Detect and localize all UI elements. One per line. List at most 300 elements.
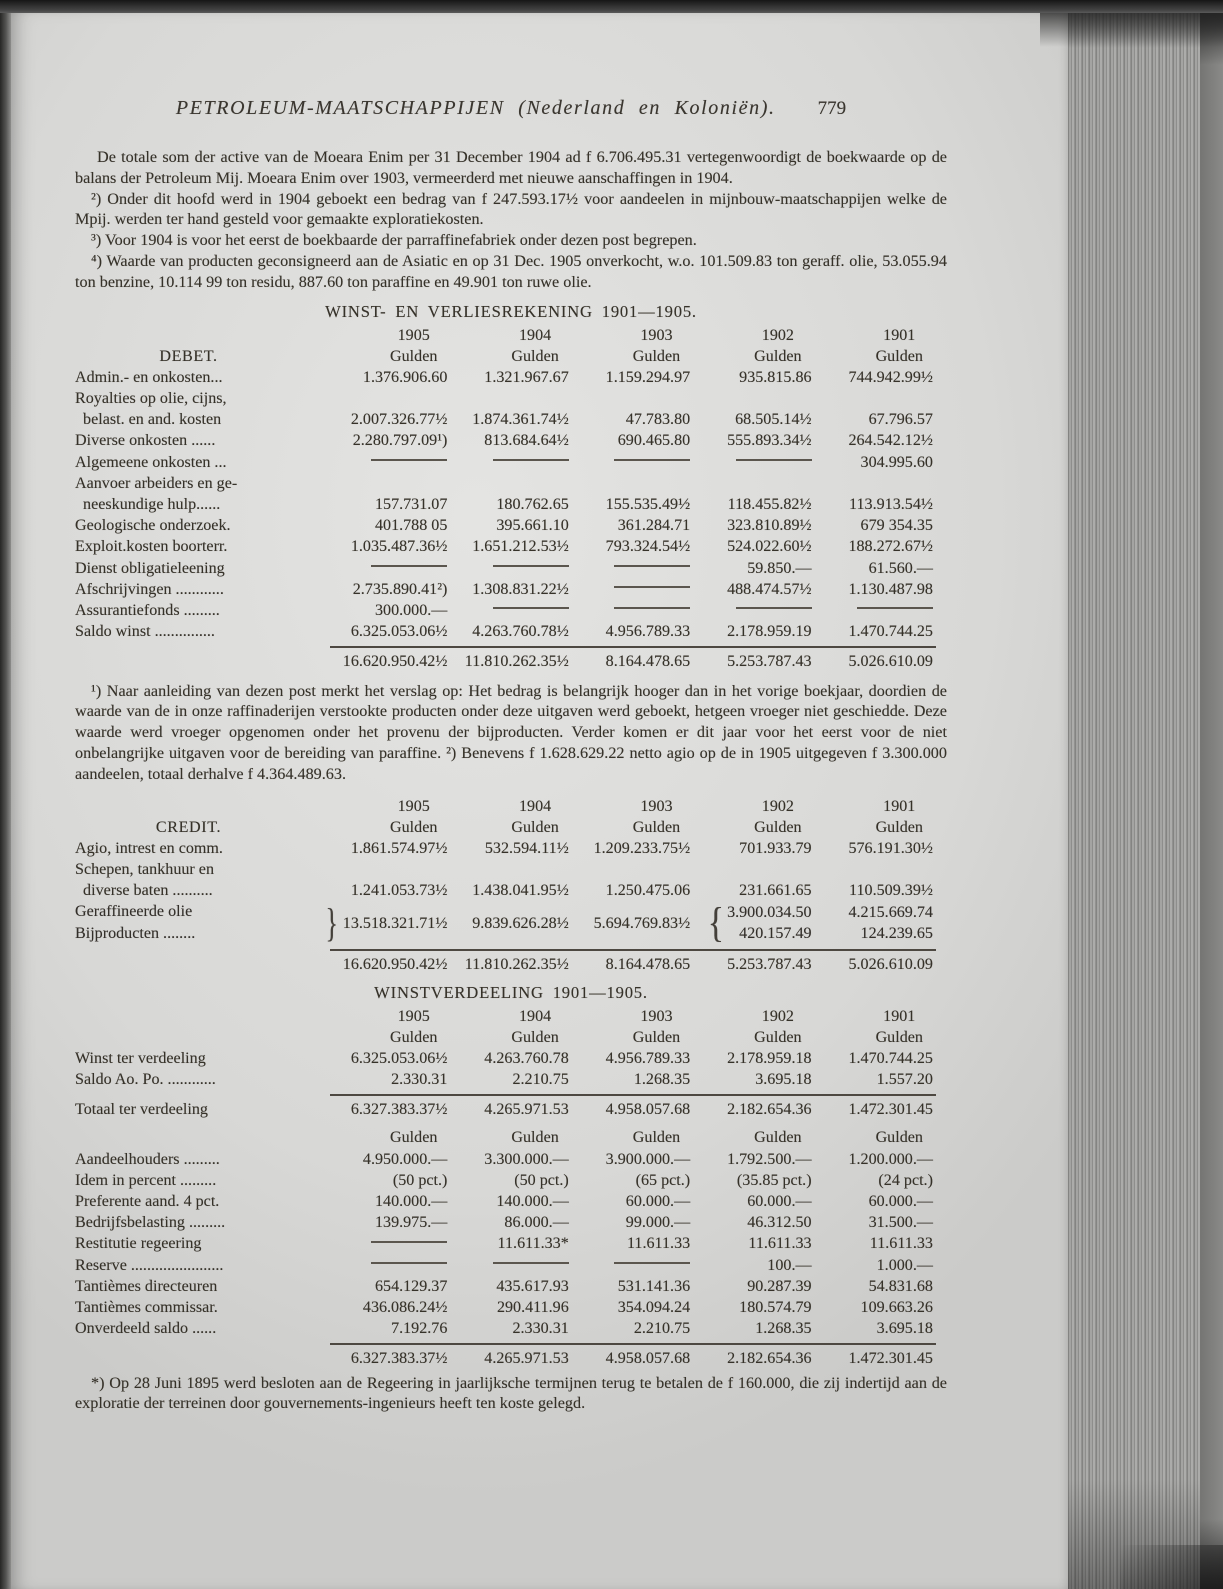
table-cell: 2.182.654.36 [727, 1350, 812, 1368]
row-label-top: Aanvoer arbeiders en ge- [75, 474, 238, 492]
table-cell: 4.956.789.33 [605, 623, 691, 641]
row-label: Winst ter verdeeling [75, 1049, 206, 1067]
table-cell: 1.557.20 [876, 1071, 933, 1089]
row-label: Agio, intrest en comm. [75, 839, 223, 857]
currency-label: Gulden [632, 1129, 681, 1147]
section-label: CREDIT. [155, 818, 222, 836]
table-cell: 1.241.053.73½ [350, 882, 448, 900]
blank-dash [493, 1262, 569, 1264]
row-label: Tantièmes commissar. [75, 1299, 218, 1317]
table-cell: 5.026.610.09 [848, 653, 933, 671]
table-cell: 11.810.262.35½ [464, 653, 569, 671]
table-row [75, 600, 947, 621]
table-cell: 1.438.041.95½ [472, 882, 569, 900]
row-label: Afschrijvingen ............ [75, 580, 224, 598]
table-cell: 61.560.— [868, 559, 933, 577]
table-cell: 813.684.64½ [484, 432, 569, 450]
table-cell: 1.209.233.75½ [593, 839, 691, 857]
footnote-paragraph-4: ⁴) Waarde van producten geconsigneerd aan de Asiatic en op 31 Dec. 1905 onverkocht, w.o. 101.509.83 ton geraff. olie, 53.055.94 ton benzine, 10.114 99 ton residu, 887.60 ton paraffine en 49.901 ton ruwe olie. [75, 251, 947, 291]
table-cell: (50 pct.) [392, 1171, 448, 1189]
row-label [75, 651, 340, 672]
table-row [75, 1255, 947, 1276]
table-row [75, 1318, 947, 1339]
table-cell: 1.861.574.97½ [350, 839, 448, 857]
table-cell: 1.651.212.53½ [472, 538, 569, 556]
table-cell: 3.900.000.— [605, 1150, 691, 1168]
row-label [75, 901, 340, 945]
table-cell: 157.731.07 [374, 496, 448, 513]
table-cell: 679 354.35 [860, 517, 933, 535]
closing-brace-glyph: } [325, 900, 338, 946]
table-footnote: ¹) Naar aanleiding van dezen post merkt het verslag op: Het bedrag is belangrijk hooger dan in het vorige boekjaar, doordien de waarde van de in onze raffinaderijen verstookte producten onder deze uitgaven werd geboekt, hetgeen vroeger niet geschiedde. Deze waarde werd vroeger opgenomen onder het provenu der bijproducten. Verder komen er dit jaar voor het eerst voor de niet onbelangrijke uitgaven voor de bereiding van paraffine. ²) Benevens f 1.628.629.22 netto agio op de in 1905 uitgegeven f 3.300.000 aandeelen, totaal derhalve f 4.364.489.63. [75, 681, 947, 783]
table-cell: 47.783.80 [625, 411, 691, 429]
blank-dash [493, 565, 569, 567]
currency-label: Gulden [754, 1129, 802, 1147]
row-label: Reserve ....................... [75, 1256, 224, 1274]
row-label: diverse baten .......... [75, 882, 213, 900]
table-row [75, 452, 947, 473]
total-rule [330, 949, 936, 951]
table-cell [461, 600, 582, 621]
table-row [75, 1099, 947, 1120]
row-label: Algemeene onkosten ... [75, 453, 227, 471]
table-row [75, 1048, 947, 1069]
blank-dash [614, 1262, 690, 1264]
table-cell [583, 452, 704, 473]
currency-label: Gulden [390, 1028, 438, 1046]
table-year-header [75, 1006, 947, 1027]
table-cell: 6.327.383.37½ [350, 1350, 448, 1368]
table-cell [704, 600, 825, 621]
table-cell: 2.007.326.77½ [350, 411, 448, 429]
blank-dash [736, 459, 812, 461]
row-label: Totaal ter verdeeling [75, 1101, 208, 1119]
table-cell: 11.611.33 [869, 1235, 933, 1253]
table-row [75, 579, 947, 600]
row-label-line: Bijproducten ........ [75, 924, 196, 942]
table-cell: 3.695.18 [755, 1071, 812, 1089]
currency-label: Gulden [754, 818, 802, 836]
table-row [75, 651, 947, 672]
year-label: 1905 [397, 797, 430, 815]
blank-dash [614, 586, 690, 588]
year-label: 1903 [640, 797, 673, 815]
table-cell: 524.022.60½ [727, 538, 812, 556]
row-label: belast. en and. kosten [75, 411, 222, 429]
table-row [75, 1297, 947, 1318]
table-cell: 3.300.000.— [484, 1150, 569, 1168]
year-label: 1901 [883, 326, 916, 344]
table-cell: 2.178.959.19 [727, 623, 812, 641]
table-cell: 2.280.797.09¹) [352, 432, 448, 450]
footnote-paragraph-3: ³) Voor 1904 is voor het eerst de boekbaarde der parraffinefabriek onder dezen post begrepen. [91, 231, 697, 250]
debet-table [75, 325, 947, 673]
blank-dash [614, 565, 690, 567]
table-cell: 300.000.— [374, 602, 448, 620]
table-cell [583, 1255, 704, 1276]
page-number: 779 [817, 98, 847, 119]
table-cell: 531.141.36 [617, 1277, 691, 1295]
row-label: Geologische onderzoek. [75, 517, 231, 535]
book-bottom-corner-shadow [1120, 1545, 1223, 1589]
table-cell: 264.542.12½ [848, 432, 933, 450]
row-label: Bedrijfsbelasting ......... [75, 1214, 226, 1232]
table-cell: 1.376.906.60 [362, 368, 448, 386]
currency-label: Gulden [390, 347, 438, 365]
table-cell: 290.411.96 [496, 1299, 569, 1317]
table-row [75, 954, 947, 975]
table-cell [340, 1233, 461, 1254]
table-row [75, 536, 947, 557]
table-year-header [75, 325, 947, 346]
blank-dash [857, 607, 933, 609]
currency-label: Gulden [875, 1129, 923, 1147]
table-cell: 140.000.— [374, 1193, 448, 1211]
stacked-values [727, 902, 812, 944]
currency-label: Gulden [632, 818, 681, 836]
table-cell: 100.— [767, 1256, 812, 1274]
table-cell [583, 558, 704, 579]
bottom-footnote: *) Op 28 Juni 1895 werd besloten aan de Regeering in jaarlijksche termijnen terug te betalen de f 160.000, die zij indertijd aan de exploratie der terreinen door gouvernements-ingenieurs heeft ten koste gelegd. [75, 1373, 947, 1413]
table-cell: 188.272.67½ [848, 538, 933, 556]
row-label: Restitutie regeering [75, 1235, 202, 1253]
year-label: 1905 [397, 1007, 430, 1025]
row-label: neeskundige hulp...... [75, 496, 221, 513]
table-cell: 155.535.49½ [605, 496, 691, 513]
table-cell: 532.594.11½ [484, 839, 569, 857]
blank-dash [371, 1262, 447, 1264]
table-cell: 435.617.93 [496, 1277, 569, 1295]
profit-loss-title: WINST- EN VERLIESREKENING 1901—1905. [325, 301, 697, 321]
year-label: 1905 [397, 326, 430, 344]
currency-label: Gulden [754, 1028, 802, 1046]
year-label: 1903 [640, 1007, 673, 1025]
table-cell: 8.164.478.65 [605, 653, 691, 671]
row-label-top: Schepen, tankhuur en [75, 861, 214, 879]
table-cell: (65 pct.) [635, 1171, 691, 1189]
blank-dash [371, 459, 447, 461]
table-cell: 1.200.000.— [848, 1150, 933, 1168]
table-cell: 436.086.24½ [362, 1299, 448, 1317]
book-cover-edge [1200, 13, 1223, 1589]
currency-label: Gulden [632, 1028, 681, 1046]
book-left-edge [0, 13, 11, 1589]
table-currency-header [75, 817, 947, 838]
currency-label: Gulden [511, 347, 559, 365]
row-label: Idem in percent ......... [75, 1171, 217, 1189]
table-cell: 13.518.321.71½ [342, 914, 448, 932]
currency-label: Gulden [632, 347, 681, 365]
table-cell: 4.265.971.53 [484, 1350, 569, 1368]
row-label [75, 796, 340, 817]
table-cell: 110.509.39½ [849, 882, 933, 900]
table-cell: (24 pct.) [878, 1171, 933, 1189]
table-row [75, 1170, 947, 1191]
row-label [75, 325, 340, 346]
table-cell [340, 1255, 461, 1276]
table-year-header [75, 796, 947, 817]
blank-dash [371, 1241, 447, 1243]
table-cell: 1.159.294.97 [605, 368, 691, 386]
table-cell: 1.792.500.— [727, 1150, 812, 1168]
row-label: Tantièmes directeuren [75, 1277, 218, 1295]
table-cell [340, 558, 461, 579]
table-cell: 690.465.80 [617, 432, 691, 450]
table-row [75, 838, 947, 859]
book-top-edge [0, 0, 1223, 13]
blank-dash [614, 607, 690, 609]
table-cell [461, 1255, 582, 1276]
year-label: 1902 [761, 326, 794, 344]
table-cell: 11.611.33 [748, 1235, 812, 1253]
table-cell: 1.268.35 [755, 1320, 812, 1338]
table-cell [704, 452, 825, 473]
stacked-value: 4.215.669.74 [848, 904, 933, 922]
table-cell: 109.663.26 [860, 1299, 933, 1317]
table-cell: 11.810.262.35½ [464, 956, 569, 974]
table-cell: 555.893.34½ [727, 432, 812, 450]
table-cell: 86.000.— [504, 1214, 569, 1232]
blank-dash [493, 607, 569, 609]
table-cell: (50 pct.) [514, 1171, 569, 1189]
row-label [75, 1006, 340, 1027]
table-cell: 180.574.79 [739, 1299, 812, 1317]
table-cell: 1.130.487.98 [848, 580, 933, 598]
table-cell: 231.661.65 [739, 882, 812, 900]
footnote-paragraph-2: ²) Onder dit hoofd werd in 1904 geboekt een bedrag van f 247.593.17½ voor aandeelen in mijnbouw-maatschappijen welke de Mpij. werden ter hand gesteld voor gemaakte exploratiekosten. [75, 189, 947, 229]
table-cell: 576.191.30½ [848, 839, 933, 857]
table-cell: 361.284.71 [617, 517, 691, 535]
row-label: Assurantiefonds ......... [75, 602, 220, 620]
table-row [75, 1149, 947, 1170]
total-rule [330, 1343, 936, 1345]
table-cell: 5.253.787.43 [727, 653, 812, 671]
page-header [75, 97, 947, 120]
blank-dash [371, 565, 447, 567]
section-label [75, 1027, 340, 1048]
table-cell: 1.472.301.45 [848, 1350, 933, 1368]
row-label: Saldo Ao. Po. ............ [75, 1071, 216, 1089]
section-label [75, 1127, 340, 1148]
table-cell: 1.321.967.67 [484, 368, 569, 386]
blank-dash [736, 607, 812, 609]
year-label: 1904 [518, 797, 552, 815]
table-cell: 4.263.760.78 [484, 1049, 569, 1067]
table-cell: 2.178.959.18 [727, 1049, 812, 1067]
table-row [75, 880, 947, 901]
table-cell: 3.695.18 [876, 1320, 933, 1338]
table-cell: 16.620.950.42½ [342, 956, 448, 974]
table-cell: 5.694.769.83½ [593, 914, 691, 932]
table-cell: 1.470.744.25 [848, 1049, 933, 1067]
table-cell: 68.505.14½ [735, 411, 812, 429]
table-cell: 180.762.65 [496, 496, 569, 513]
table-cell: 113.913.54½ [849, 496, 933, 513]
year-label: 1901 [883, 797, 916, 815]
table-cell: 1.250.475.06 [605, 882, 691, 900]
row-label: Diverse onkosten ...... [75, 432, 216, 450]
stacked-value: 3.900.034.50 [727, 904, 812, 922]
intro-paragraph: De totale som der active van de Moeara Enim per 31 December 1904 ad f 6.706.495.31 vertegenwoordigt de boekwaarde op de balans der Petroleum Mij. Moeara Enim over 1903, vermeerderd met nieuwe aanschaffingen in 1904. [75, 148, 947, 187]
table-cell: 6.327.383.37½ [350, 1101, 448, 1119]
table-cell: 2.330.31 [512, 1320, 569, 1338]
currency-label: Gulden [875, 1028, 923, 1046]
table-cell: 2.735.890.41²) [352, 580, 448, 598]
table-cell: 1.308.831.22½ [472, 580, 569, 598]
table-cell: 46.312.50 [747, 1214, 812, 1232]
distribution-table [75, 1006, 947, 1370]
currency-label: Gulden [875, 347, 923, 365]
table-cell: 1.268.35 [633, 1071, 691, 1089]
table-row [75, 409, 947, 430]
table-row [75, 515, 947, 536]
table-cell: 4.950.000.— [362, 1150, 448, 1168]
table-cell: 31.500.— [868, 1214, 933, 1232]
table-cell: 1.470.744.25 [848, 623, 933, 641]
table-cell: 16.620.950.42½ [342, 653, 448, 671]
table-cell-stacked [704, 901, 825, 945]
table-cell [461, 558, 582, 579]
table-row [75, 1069, 947, 1090]
table-row [75, 1276, 947, 1297]
table-cell-stacked [826, 901, 947, 945]
year-label: 1904 [518, 326, 552, 344]
row-label: Exploit.kosten boorterr. [75, 538, 228, 556]
table-cell: 2.182.654.36 [727, 1101, 812, 1119]
table-row-brace [75, 901, 947, 945]
table-row [75, 367, 947, 388]
table-cell: 1.472.301.45 [848, 1101, 933, 1119]
table-currency-header [75, 346, 947, 367]
table-cell: 744.942.99½ [848, 368, 933, 386]
table-currency-header [75, 1127, 947, 1148]
table-cell: 2.330.31 [391, 1071, 448, 1089]
table-cell [461, 452, 582, 473]
table-cell: 323.810.89½ [727, 517, 812, 535]
stacked-value: 420.157.49 [739, 925, 812, 943]
table-cell: 935.815.86 [739, 368, 812, 386]
table-row [75, 494, 947, 515]
row-label: Aandeelhouders ......... [75, 1150, 220, 1168]
table-cell: 654.129.37 [374, 1277, 448, 1295]
credit-table [75, 796, 947, 976]
row-label-line: Geraffineerde olie [75, 903, 197, 921]
book-page-edges [1068, 13, 1200, 1589]
table-row [75, 1191, 947, 1212]
year-label: 1902 [761, 797, 794, 815]
table-cell: 701.933.79 [739, 839, 812, 857]
table-cell: 6.325.053.06½ [350, 623, 448, 641]
table-cell: 5.253.787.43 [727, 956, 812, 974]
table-cell [583, 579, 704, 600]
currency-label: Gulden [875, 818, 923, 836]
table-row [75, 1348, 947, 1369]
table-cell: 4.263.760.78½ [472, 623, 569, 641]
table-row [75, 621, 947, 642]
table-cell: 60.000.— [868, 1193, 933, 1211]
table-cell: 9.839.626.28½ [472, 914, 569, 932]
section-label: DEBET. [159, 347, 218, 365]
table-cell: 488.474.57½ [727, 580, 812, 598]
stacked-values [848, 902, 933, 944]
row-label: Dienst obligatieleening [75, 559, 225, 577]
table-cell: 54.831.68 [868, 1277, 933, 1295]
table-currency-header [75, 1027, 947, 1048]
table-cell: 1.035.487.36½ [350, 538, 448, 556]
currency-label: Gulden [511, 818, 559, 836]
distribution-title: WINSTVERDEELING 1901—1905. [374, 982, 648, 1002]
page-content [75, 0, 947, 1414]
blank-dash [614, 459, 690, 461]
table-cell: 6.325.053.06½ [350, 1049, 448, 1067]
table-cell: 7.192.76 [391, 1320, 448, 1338]
table-row [75, 1233, 947, 1254]
row-label-top: Royalties op olie, cijns, [75, 389, 227, 407]
table-cell: 60.000.— [625, 1193, 691, 1211]
row-label: Admin.- en onkosten... [75, 368, 223, 386]
table-cell: 401.788 05 [374, 517, 448, 535]
currency-label: Gulden [511, 1028, 559, 1046]
table-cell: 67.796.57 [868, 411, 933, 429]
table-cell: 4.265.971.53 [484, 1101, 569, 1119]
table-cell: 90.287.39 [747, 1277, 812, 1295]
row-label: Saldo winst ............... [75, 623, 215, 641]
table-cell: 5.026.610.09 [848, 956, 933, 974]
table-cell: 11.611.33 [626, 1235, 691, 1253]
table-cell: 2.210.75 [633, 1320, 691, 1338]
stacked-value: 124.239.65 [860, 925, 933, 943]
currency-label: Gulden [511, 1129, 559, 1147]
total-rule [330, 1094, 936, 1096]
table-row [75, 430, 947, 451]
currency-label: Gulden [390, 1129, 438, 1147]
table-cell [826, 600, 947, 621]
table-cell: 1.874.361.74½ [472, 411, 569, 429]
opening-brace-glyph: { [707, 900, 725, 947]
table-cell [340, 452, 461, 473]
table-cell: 99.000.— [625, 1214, 691, 1232]
row-label: Onverdeeld saldo ...... [75, 1320, 217, 1338]
table-cell: 60.000.— [747, 1193, 812, 1211]
table-cell: 2.210.75 [512, 1071, 569, 1089]
table-cell: 59.850.— [747, 559, 812, 577]
book-top-corner-shadow [1040, 13, 1223, 47]
table-row [75, 1212, 947, 1233]
table-cell: 354.094.24 [617, 1299, 691, 1317]
year-label: 1904 [518, 1007, 552, 1025]
running-title: PETROLEUM-MAATSCHAPPIJEN (Nederland en Koloniën). [175, 97, 776, 119]
year-label: 1902 [761, 1007, 794, 1025]
table-cell: 395.661.10 [496, 517, 569, 535]
table-row [75, 558, 947, 579]
table-cell [583, 600, 704, 621]
total-rule [330, 646, 936, 648]
table-cell: 139.975.— [374, 1214, 448, 1232]
row-label [75, 954, 340, 975]
table-cell: 11.611.33* [497, 1235, 569, 1253]
currency-label: Gulden [390, 818, 438, 836]
table-cell: 4.956.789.33 [605, 1049, 691, 1067]
row-label [75, 1348, 340, 1369]
currency-label: Gulden [754, 347, 802, 365]
table-cell: (35.85 pct.) [736, 1171, 812, 1189]
year-label: 1903 [640, 326, 673, 344]
table-cell: 4.958.057.68 [605, 1350, 691, 1368]
table-cell: 118.455.82½ [727, 496, 812, 513]
year-label: 1901 [883, 1007, 916, 1025]
row-label: Preferente aand. 4 pct. [75, 1193, 220, 1211]
table-cell: 793.324.54½ [605, 538, 691, 556]
